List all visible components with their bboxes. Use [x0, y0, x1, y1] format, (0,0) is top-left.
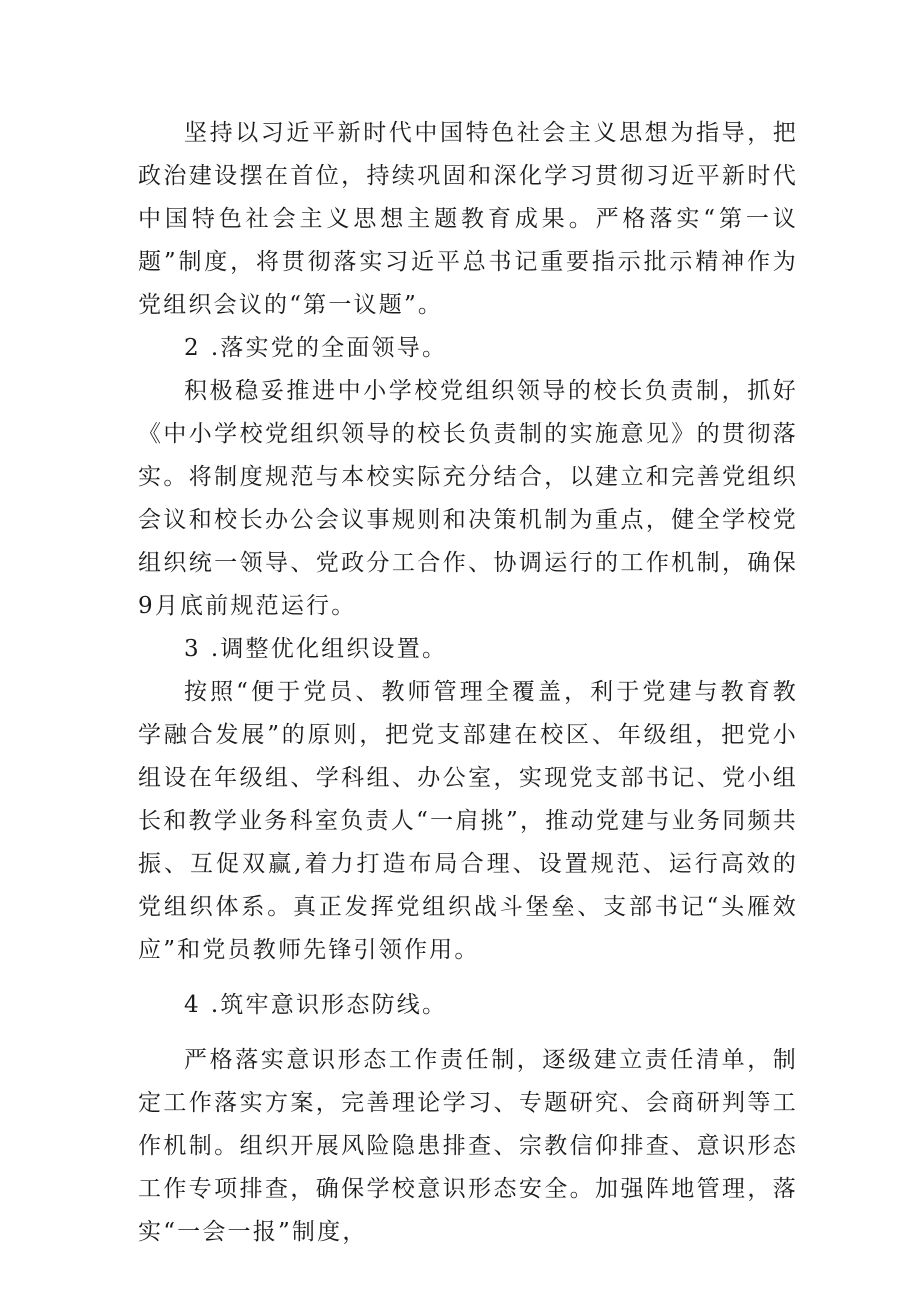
section-number: 3: [184, 636, 201, 662]
paragraph-organization-setup: 按照“便于党员、教师管理全覆盖，利于党建与教育教学融合发展”的原则，把党支部建在校区、年级组，把党小组设在年级组、学科组、办公室，实现党支部书记、党小组长和教学业务科室负责人“一肩挑”，推动党建与业务同频共振、互促双赢,着力打造布局合理、设置规范、运行高效的党组织体系。真正发挥党组织战斗堡垒、支部书记“头雁效应”和党员教师先锋引领作用。: [138, 679, 798, 963]
document-body: [138, 112, 798, 1254]
section-number: 4: [184, 992, 201, 1018]
paragraph-political-guidance: 坚持以习近平新时代中国特色社会主义思想为指导，把政治建设摆在首位，持续巩固和深化学习贯彻习近平新时代中国特色社会主义思想主题教育成果。严格落实“第一议题”制度，将贯彻落实习近平总书记重要指示批示精神作为党组织会议的“第一议题”。: [138, 120, 798, 318]
paragraph-ideology-defense: 严格落实意识形态工作责任制，逐级建立责任清单，制定工作落实方案，完善理论学习、专题研究、会商研判等工作机制。组织开展风险隐患排查、宗教信仰排查、意识形态工作专项排查，确保学校意识形态安全。加强阵地管理，落实“一会一报”制度，: [138, 1047, 798, 1245]
paragraph-principal-responsibility: 积极稳妥推进中小学校党组织领导的校长负责制，抓好《中小学校党组织领导的校长负责制的实施意见》的贯彻落实。将制度规范与本校实际充分结合，以建立和完善党组织会议和校长办公会议事规则和决策机制为重点，健全学校党组织统一领导、党政分工合作、协调运行的工作机制，确保9月底前规范运行。: [138, 378, 798, 619]
section-heading-2: [138, 327, 798, 370]
section-title: .筑牢意识形态防线。: [210, 992, 448, 1018]
section-title: .落实党的全面领导。: [210, 335, 448, 361]
section-number: 2: [184, 335, 201, 361]
section-heading-3: [138, 628, 798, 671]
section-title: .调整优化组织设置。: [210, 636, 448, 662]
section-heading-4: [138, 984, 798, 1027]
